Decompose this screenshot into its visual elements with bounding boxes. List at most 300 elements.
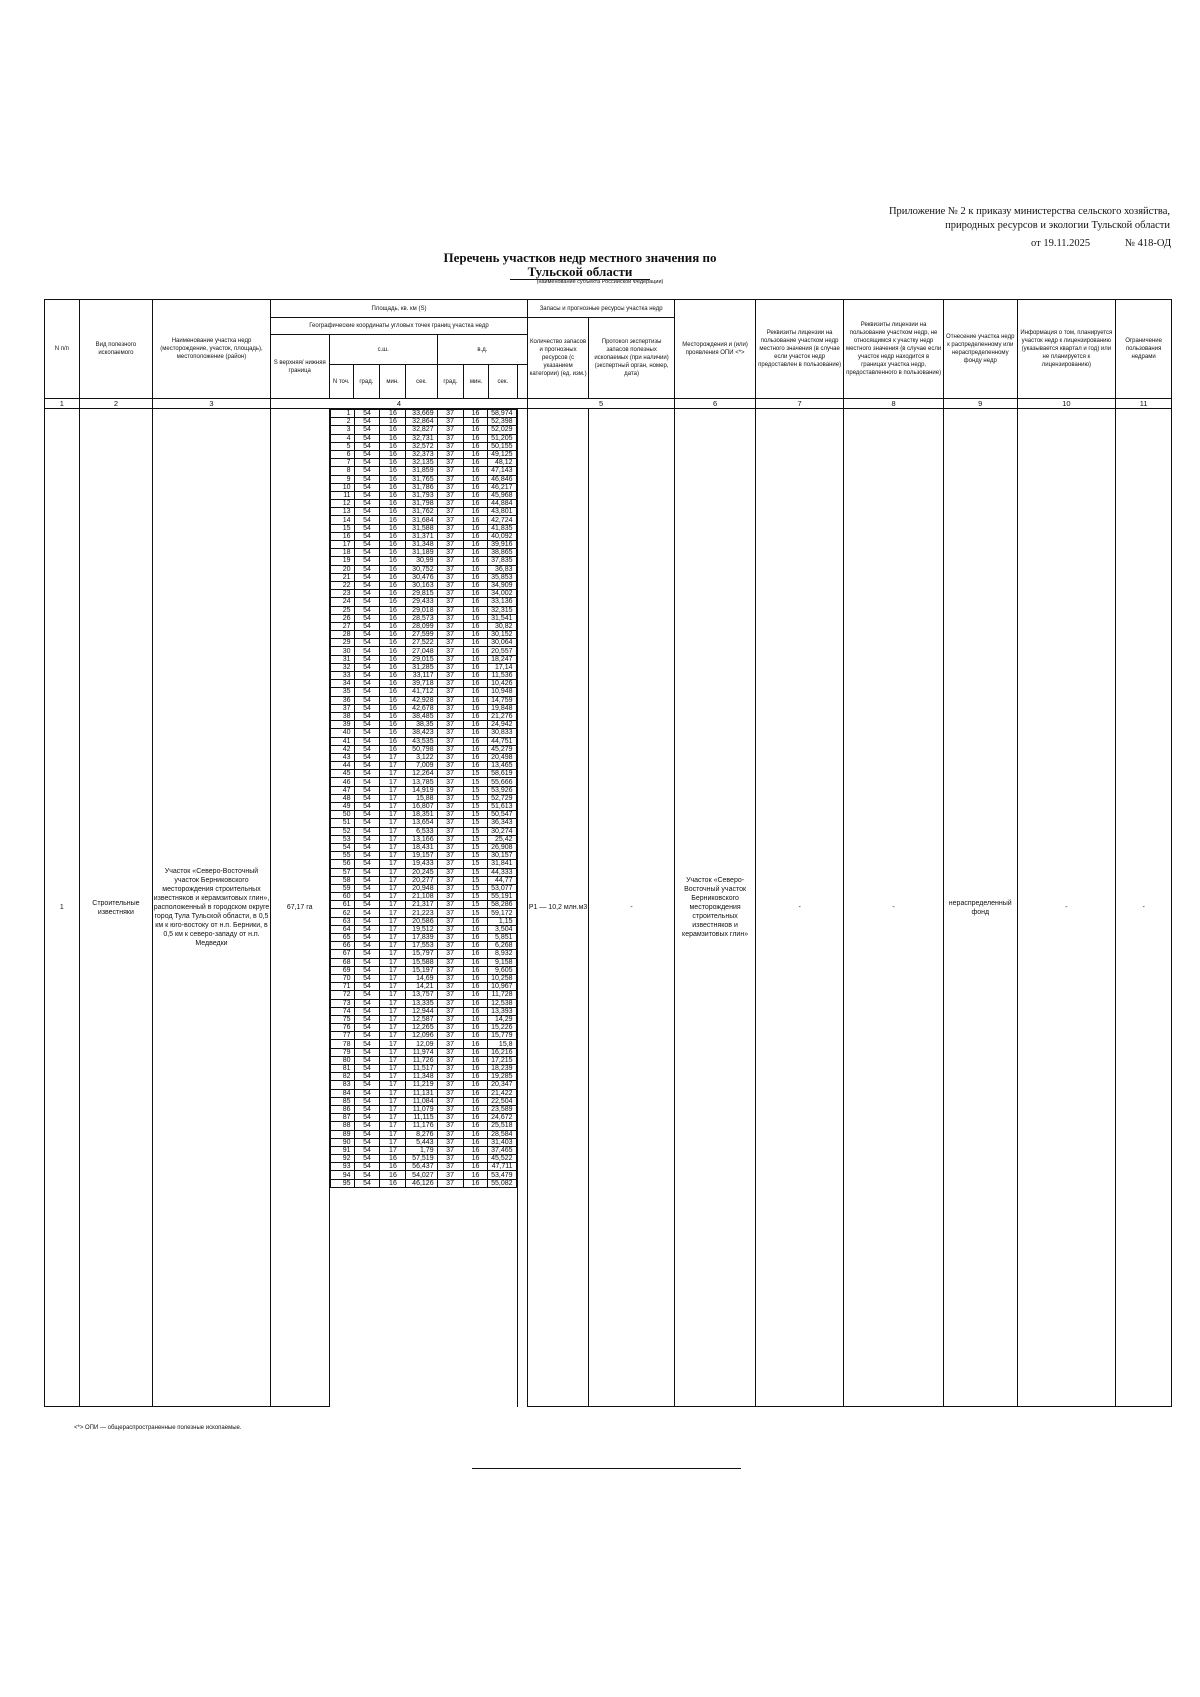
coordinate-cell: 17 [380,860,406,868]
coordinate-cell: 17,14 [488,663,516,671]
coordinate-cell: 37 [437,950,463,958]
coordinate-cell: 14,21 [406,983,437,991]
coordinate-cell: 38 [330,712,354,720]
coordinate-cell: 54 [354,1015,380,1023]
coordinate-cell: 16 [380,631,406,639]
coordinate-cell: 37 [437,581,463,589]
header-fund: Отнесение участка недр к распределенному или нераспределенному фонду недр [943,300,1017,399]
colnum: 6 [675,399,756,409]
coordinate-row [330,925,516,933]
coordinate-cell: 37 [437,803,463,811]
coordinate-cell: 17 [380,1089,406,1097]
site-name: Участок «Северо-Восточный участок Берниковского месторождения строительных известняков и керамзитовых глин», расположенный в городском округе город Тула Тульской области, в 0,5 км к юго-востоку от н.п. Берники, в 0,5 км к северо-западу от н.п. Медведки [153,409,271,1407]
coordinate-cell: 41,712 [406,688,437,696]
coordinate-cell: 37 [437,753,463,761]
coordinate-row [330,450,516,458]
coordinate-cell: 41 [330,737,354,745]
coordinate-cell: 15 [463,868,488,876]
coordinate-cell: 54 [354,483,380,491]
coordinate-cell: 17 [380,1048,406,1056]
coordinate-cell: 54 [354,516,380,524]
coordinate-row [330,410,516,418]
coordinate-cell: 53,077 [488,884,516,892]
coordinate-cell: 37 [437,835,463,843]
coordinate-cell: 54 [354,819,380,827]
coordinate-cell: 17 [380,1081,406,1089]
header-ns: с.ш. [329,335,437,365]
coordinate-cell: 20,948 [406,884,437,892]
coordinate-cell: 54 [354,434,380,442]
coordinate-cell: 16 [463,762,488,770]
coordinate-cell: 73 [330,999,354,1007]
coordinate-cell: 54 [354,778,380,786]
coordinate-cell: 13,393 [488,1007,516,1015]
coordinate-cell: 54 [354,909,380,917]
header-min2: мин. [464,365,489,399]
coordinate-cell: 29,815 [406,590,437,598]
coordinate-cell: 16 [463,712,488,720]
coordinate-cell: 37 [437,745,463,753]
coordinate-cell: 16 [463,974,488,982]
coordinate-cell: 16 [463,1056,488,1064]
coordinate-row [330,418,516,426]
coordinate-row [330,1138,516,1146]
coordinate-row [330,655,516,663]
coordinate-cell: 16 [380,614,406,622]
coordinate-cell: 16 [463,1048,488,1056]
coordinate-cell: 32,827 [406,426,437,434]
coordinate-cell: 50,547 [488,811,516,819]
header-coords: Географические координаты угловых точек границ участка недр [270,318,527,335]
coordinate-row [330,1024,516,1032]
coordinate-cell: 54 [354,934,380,942]
coordinate-cell: 37 [437,770,463,778]
coordinate-cell: 11,536 [488,672,516,680]
coordinate-cell: 11,348 [406,1073,437,1081]
coordinate-cell: 37 [437,549,463,557]
coordinate-row [330,966,516,974]
coordinate-cell: 34,909 [488,581,516,589]
coordinate-row [330,475,516,483]
coordinate-row [330,508,516,516]
coordinate-cell: 16 [463,450,488,458]
coordinate-cell: 54 [354,475,380,483]
coordinate-cell: 67 [330,950,354,958]
coordinate-cell: 88 [330,1122,354,1130]
coordinate-cell: 31,859 [406,467,437,475]
coordinate-cell: 54 [354,647,380,655]
coordinate-cell: 56 [330,860,354,868]
coordinate-row [330,852,516,860]
coordinate-cell: 54 [354,1179,380,1187]
header-protocol: Протокол экспертизы запасов полезных ископаемых (при наличии) (экспертный орган, номер, дата) [589,318,675,399]
coordinate-cell: 16 [463,753,488,761]
coordinate-cell: 37 [330,704,354,712]
coordinate-cell: 37 [437,1081,463,1089]
coordinate-cell: 19,157 [406,852,437,860]
coordinate-cell: 54 [354,410,380,418]
coordinate-cell: 54 [354,467,380,475]
coordinate-row [330,1114,516,1122]
coordinate-cell: 30,163 [406,581,437,589]
coordinate-cell: 54 [354,901,380,909]
coordinate-cell: 54 [354,1040,380,1048]
coordinate-cell: 37 [437,762,463,770]
coordinate-cell: 13,785 [406,778,437,786]
protocol-value: - [589,409,675,1407]
coordinate-cell: 37 [437,541,463,549]
coordinate-cell: 54 [354,1105,380,1113]
coordinate-cell: 4 [330,434,354,442]
coordinate-cell: 48 [330,794,354,802]
coordinate-cell: 83 [330,1081,354,1089]
coordinate-cell: 15,588 [406,958,437,966]
coordinate-cell: 22 [330,581,354,589]
coordinate-cell: 11,084 [406,1097,437,1105]
coordinate-cell: 54 [354,598,380,606]
coordinate-row [330,590,516,598]
coordinate-row [330,549,516,557]
coordinate-cell: 20,498 [488,753,516,761]
coordinate-cell: 31,786 [406,483,437,491]
coordinate-cell: 16 [463,1089,488,1097]
coordinate-cell: 54 [354,606,380,614]
coordinate-cell: 27,599 [406,631,437,639]
coordinate-cell: 54 [354,884,380,892]
coordinate-cell: 13 [330,508,354,516]
coordinate-cell: 37 [437,1146,463,1154]
coordinate-cell: 54 [354,500,380,508]
coordinate-cell: 16 [380,1155,406,1163]
coordinate-cell: 54 [354,770,380,778]
coordinate-cell: 54 [354,426,380,434]
coordinate-cell: 30,99 [406,557,437,565]
coordinate-row [330,467,516,475]
coordinate-cell: 54 [354,999,380,1007]
coordinate-cell: 16 [380,573,406,581]
coordinate-cell: 16 [380,663,406,671]
title-subtitle: (наименование субъекта Российской Федерации) [536,279,664,285]
coordinate-cell: 37,835 [488,557,516,565]
coordinate-cell: 21,276 [488,712,516,720]
coordinate-cell: 7,009 [406,762,437,770]
coordinate-cell: 54 [354,557,380,565]
coordinate-cell: 31,588 [406,524,437,532]
coordinate-cell: 16 [463,983,488,991]
coordinate-cell: 16 [380,557,406,565]
coordinate-cell: 37 [437,1179,463,1187]
coordinate-cell: 17 [380,917,406,925]
coordinate-cell: 17 [380,925,406,933]
coordinate-cell: 37 [437,639,463,647]
coordinate-cell: 15 [463,786,488,794]
coordinate-cell: 30,152 [488,631,516,639]
coordinate-cell: 50,155 [488,442,516,450]
coordinate-row [330,942,516,950]
coordinate-cell: 3,504 [488,925,516,933]
coordinate-cell: 17 [330,541,354,549]
coordinate-cell: 54 [354,631,380,639]
coordinate-cell: 64 [330,925,354,933]
coordinate-cell: 37 [437,475,463,483]
coordinate-cell: 37 [437,909,463,917]
coords-table [330,409,517,1188]
coordinate-cell: 37 [437,958,463,966]
coordinate-row [330,598,516,606]
coordinate-cell: 16,807 [406,803,437,811]
coordinate-cell: 12,944 [406,1007,437,1015]
coordinate-cell: 16 [380,729,406,737]
colnum: 5 [528,399,675,409]
coordinate-cell: 54 [354,966,380,974]
coordinate-cell: 54 [354,712,380,720]
coordinate-cell: 16 [463,581,488,589]
coordinate-cell: 17 [380,1138,406,1146]
coordinate-cell: 16 [463,672,488,680]
coordinate-cell: 36 [330,696,354,704]
coordinate-cell: 40,092 [488,532,516,540]
coordinate-cell: 26,908 [488,843,516,851]
coordinate-row [330,950,516,958]
coordinate-cell: 37 [437,622,463,630]
coordinate-cell: 54 [354,680,380,688]
coordinate-cell: 54 [354,418,380,426]
appendix-line-2: природных ресурсов и экологии Тульской области [945,220,1170,231]
footnote: <*> ОПИ — общераспространенные полезные ископаемые. [74,1425,242,1431]
coordinate-cell: 15 [463,819,488,827]
coordinate-cell: 16 [463,680,488,688]
coordinate-cell: 37 [437,500,463,508]
header-reserves: Запасы и прогнозные ресурсы участка недр [528,300,675,318]
coordinate-cell: 17 [380,803,406,811]
coordinate-row [330,516,516,524]
coordinate-row [330,835,516,843]
coordinate-cell: 20,347 [488,1081,516,1089]
coordinate-cell: 68 [330,958,354,966]
coordinate-cell: 37 [437,1155,463,1163]
coordinate-cell: 37 [437,843,463,851]
coordinate-cell: 56,437 [406,1163,437,1171]
coordinate-cell: 30,476 [406,573,437,581]
colnum: 9 [943,399,1017,409]
coordinate-cell: 12 [330,500,354,508]
coordinate-row [330,1032,516,1040]
coordinate-cell: 15 [463,901,488,909]
coordinate-row [330,1040,516,1048]
coordinate-cell: 26 [330,614,354,622]
coordinate-cell: 17 [380,884,406,892]
coordinate-cell: 31,189 [406,549,437,557]
coordinate-cell: 16 [463,524,488,532]
coordinate-cell: 17 [380,942,406,950]
coordinate-cell: 6 [330,450,354,458]
header-restr: Ограничение пользования недрами [1116,300,1172,399]
coordinate-cell: 30,833 [488,729,516,737]
coordinate-row [330,1097,516,1105]
coordinate-cell: 10,948 [488,688,516,696]
coordinate-cell: 16 [380,516,406,524]
coordinate-cell: 16 [463,1081,488,1089]
coordinate-cell: 37 [437,729,463,737]
coordinate-cell: 16 [380,434,406,442]
coordinate-cell: 16 [463,1171,488,1179]
coordinate-cell: 16 [380,459,406,467]
coordinate-cell: 29,015 [406,655,437,663]
coordinate-cell: 23,589 [488,1105,516,1113]
coordinate-row [330,557,516,565]
coordinate-cell: 16 [463,934,488,942]
coordinate-cell: 29,433 [406,598,437,606]
coordinate-cell: 16 [463,745,488,753]
coordinate-cell: 54 [354,581,380,589]
header-kind: Вид полезного ископаемого [79,300,153,399]
order-date: от 19.11.2025 [1031,238,1091,249]
coordinate-cell: 44,77 [488,876,516,884]
coordinate-cell: 37 [437,974,463,982]
coordinate-row [330,491,516,499]
coordinate-cell: 16 [463,1040,488,1048]
coordinate-row [330,459,516,467]
coordinate-cell: 16 [463,696,488,704]
coordinate-cell: 16 [463,410,488,418]
coordinate-cell: 37 [437,917,463,925]
coordinate-cell: 37 [437,1089,463,1097]
coordinate-row [330,876,516,884]
coordinate-cell: 17 [380,1130,406,1138]
coordinate-cell: 17,839 [406,934,437,942]
coordinate-cell: 31,541 [488,614,516,622]
coordinate-cell: 16 [380,680,406,688]
colnum: 2 [79,399,153,409]
coordinate-cell: 54 [354,549,380,557]
coordinate-cell: 54 [354,1065,380,1073]
coordinate-cell: 37 [437,680,463,688]
coordinate-cell: 37 [437,942,463,950]
coordinate-cell: 45 [330,770,354,778]
coordinate-cell: 16 [463,1015,488,1023]
header-area: Площадь, кв. км (S) [270,300,527,318]
coordinate-cell: 16 [463,1155,488,1163]
coordinate-cell: 16 [463,491,488,499]
coordinate-cell: 19 [330,557,354,565]
coordinate-cell: 31,348 [406,541,437,549]
coordinate-cell: 37 [437,426,463,434]
coordinate-cell: 16 [463,606,488,614]
coordinate-cell: 16 [380,475,406,483]
coordinate-row [330,1081,516,1089]
coordinate-cell: 52,398 [488,418,516,426]
coordinate-cell: 13,654 [406,819,437,827]
coordinate-cell: 70 [330,974,354,982]
coordinate-row [330,1007,516,1015]
coordinate-cell: 37 [437,450,463,458]
coordinate-cell: 54 [354,893,380,901]
subsoil-table [44,299,1172,1407]
coordinate-cell: 55,082 [488,1179,516,1187]
coordinate-cell: 54 [354,1024,380,1032]
coordinate-cell: 37 [437,811,463,819]
header-deg: град. [353,365,379,399]
coordinate-cell: 16 [463,434,488,442]
coordinate-cell: 28,099 [406,622,437,630]
coordinate-cell: 12,264 [406,770,437,778]
coordinate-cell: 37 [437,459,463,467]
coordinate-cell: 3 [330,426,354,434]
coordinate-cell: 16 [380,418,406,426]
coordinate-cell: 17 [380,1015,406,1023]
coordinate-cell: 16 [463,1179,488,1187]
coordinate-cell: 54 [354,1081,380,1089]
coordinate-cell: 16 [463,1073,488,1081]
coordinate-cell: 51,613 [488,803,516,811]
coordinate-cell: 21,223 [406,909,437,917]
coordinate-cell: 16 [463,631,488,639]
coordinate-cell: 37 [437,467,463,475]
coordinate-cell: 37 [437,598,463,606]
coordinate-cell: 43 [330,753,354,761]
coordinate-cell: 32,864 [406,418,437,426]
coordinate-cell: 37 [437,778,463,786]
coordinate-cell: 16 [463,557,488,565]
coordinate-cell: 16 [380,688,406,696]
coordinate-cell: 16 [380,532,406,540]
coordinate-cell: 54 [354,590,380,598]
coordinate-cell: 48,12 [488,459,516,467]
coordinate-cell: 15 [463,860,488,868]
coordinate-cell: 49 [330,803,354,811]
coordinate-cell: 16 [380,1163,406,1171]
coordinate-row [330,1015,516,1023]
coordinate-cell: 54 [354,1138,380,1146]
coordinate-cell: 91 [330,1146,354,1154]
coordinate-cell: 16 [380,639,406,647]
coordinate-cell: 37 [437,983,463,991]
coordinate-cell: 77 [330,1032,354,1040]
coordinate-row [330,1163,516,1171]
coordinate-cell: 94 [330,1171,354,1179]
coordinate-cell: 54 [354,655,380,663]
coordinate-cell: 54 [354,1089,380,1097]
coordinate-cell: 31 [330,655,354,663]
coordinate-cell: 12,265 [406,1024,437,1032]
coordinate-cell: 15 [463,893,488,901]
coordinate-cell: 16 [380,672,406,680]
coordinate-cell: 82 [330,1073,354,1081]
coordinate-cell: 15 [463,803,488,811]
coordinate-cell: 32 [330,663,354,671]
coordinate-cell: 17 [380,991,406,999]
coordinate-cell: 37 [437,1163,463,1171]
coordinate-cell: 13,166 [406,835,437,843]
coordinate-cell: 18 [330,549,354,557]
coordinate-cell: 38,423 [406,729,437,737]
coordinate-cell: 27,522 [406,639,437,647]
coordinate-cell: 54 [354,852,380,860]
coordinate-cell: 54 [354,524,380,532]
coordinate-cell: 2 [330,418,354,426]
coordinate-cell: 21,422 [488,1089,516,1097]
coordinate-cell: 15 [463,843,488,851]
coordinate-cell: 16 [463,598,488,606]
coordinate-cell: 14,759 [488,696,516,704]
coordinate-cell: 5,443 [406,1138,437,1146]
appendix-note [889,205,1170,233]
coordinate-cell: 37 [437,631,463,639]
coordinate-cell: 16 [330,532,354,540]
coordinate-row [330,884,516,892]
coordinate-cell: 54 [354,704,380,712]
coordinate-cell: 1,79 [406,1146,437,1154]
